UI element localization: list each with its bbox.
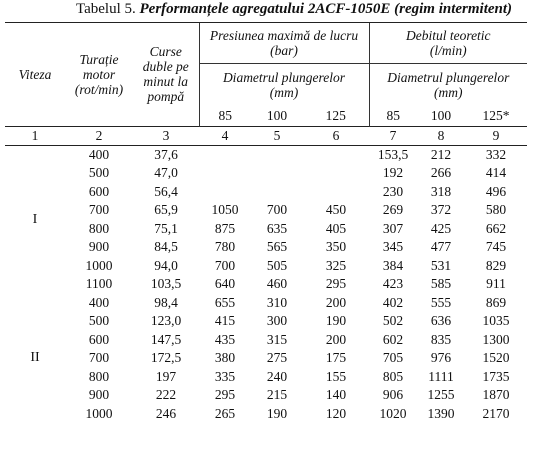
table-cell: 635 xyxy=(266,220,288,236)
table-cell: 372 xyxy=(430,202,452,218)
table-cell: 800 xyxy=(88,220,110,236)
table-cell: 56,4 xyxy=(154,183,178,199)
column-number: 4 xyxy=(199,126,251,145)
table-cell: 295 xyxy=(214,387,236,403)
table-cell: 155 xyxy=(325,368,347,384)
table-cell: 1035 xyxy=(482,313,510,329)
table-cell: 325 xyxy=(325,257,347,273)
table-cell: 700 xyxy=(88,202,110,218)
table-cell: 1020 xyxy=(379,405,407,421)
table-row xyxy=(5,257,527,276)
table-cell: 1111 xyxy=(428,368,454,384)
table-cell: 200 xyxy=(325,331,347,347)
table-cell xyxy=(251,164,303,183)
table-cell: 600 xyxy=(88,331,110,347)
table-cell: 269 xyxy=(382,202,404,218)
table-cell: 84,5 xyxy=(154,239,178,255)
table-cell: 662 xyxy=(485,220,507,236)
performance-table xyxy=(5,22,527,423)
flow-diameter-100: 100 xyxy=(430,107,452,123)
table-row xyxy=(5,164,527,183)
table-cell: 275 xyxy=(266,350,288,366)
table-cell: 1000 xyxy=(85,405,113,421)
table-cell: 2170 xyxy=(482,405,510,421)
table-cell: 500 xyxy=(88,165,110,181)
header-speed: Viteza xyxy=(5,23,65,127)
table-cell: 805 xyxy=(382,368,404,384)
table-cell: 1300 xyxy=(482,331,510,347)
table-cell: 636 xyxy=(430,313,452,329)
table-cell: 200 xyxy=(325,294,347,310)
table-cell: 98,4 xyxy=(154,294,178,310)
table-cell: 1100 xyxy=(85,276,113,292)
header-max-pressure-unit: (bar) xyxy=(270,43,298,58)
table-cell: 103,5 xyxy=(150,276,182,292)
table-cell: 906 xyxy=(382,387,404,403)
table-cell: 655 xyxy=(214,294,236,310)
column-number: 7 xyxy=(369,126,417,145)
table-cell: 911 xyxy=(486,276,506,292)
header-flow-plunger-unit: (mm) xyxy=(434,85,463,100)
header-double-strokes: Curse duble pe minut la pompă xyxy=(133,23,199,127)
table-cell xyxy=(303,145,369,164)
table-cell: 531 xyxy=(430,257,452,273)
table-cell: 425 xyxy=(430,220,452,236)
table-cell: 75,1 xyxy=(154,220,178,236)
table-cell: 700 xyxy=(266,202,288,218)
table-cell: 172,5 xyxy=(150,350,182,366)
header-motor-rpm: Turație motor (rot/min) xyxy=(65,23,133,127)
table-cell: 345 xyxy=(382,239,404,255)
table-cell: 246 xyxy=(155,405,177,421)
table-cell: 500 xyxy=(88,313,110,329)
table-cell: 580 xyxy=(485,202,507,218)
header-theoretical-flow-label: Debitul teoretic xyxy=(405,28,491,43)
table-cell: 602 xyxy=(382,331,404,347)
pressure-diameter-100: 100 xyxy=(266,107,288,123)
table-cell xyxy=(251,145,303,164)
column-number: 2 xyxy=(65,126,133,145)
table-cell xyxy=(199,183,251,202)
table-cell: 295 xyxy=(325,276,347,292)
table-cell: 350 xyxy=(325,239,347,255)
table-cell: 300 xyxy=(266,313,288,329)
table-row xyxy=(5,275,527,294)
table-cell: 307 xyxy=(382,220,404,236)
table-cell: 900 xyxy=(88,239,110,255)
table-cell: 400 xyxy=(88,294,110,310)
table-row xyxy=(5,294,527,313)
column-number: 5 xyxy=(251,126,303,145)
table-cell: 47,0 xyxy=(154,165,178,181)
table-row xyxy=(5,405,527,424)
table-cell: 477 xyxy=(430,239,452,255)
table-cell: 705 xyxy=(382,350,404,366)
column-number: 3 xyxy=(133,126,199,145)
table-cell: 94,0 xyxy=(154,257,178,273)
column-number: 6 xyxy=(303,126,369,145)
table-row xyxy=(5,368,527,387)
table-row xyxy=(5,220,527,239)
column-number: 8 xyxy=(417,126,465,145)
table-cell xyxy=(303,183,369,202)
table-cell: 37,6 xyxy=(154,146,178,162)
table-cell: 230 xyxy=(382,183,404,199)
table-cell: 192 xyxy=(382,165,404,181)
column-number: 1 xyxy=(5,126,65,145)
table-cell: 190 xyxy=(325,313,347,329)
table-cell: 1050 xyxy=(211,202,239,218)
table-cell: 450 xyxy=(325,202,347,218)
table-cell: 332 xyxy=(485,146,507,162)
table-cell: 555 xyxy=(430,294,452,310)
table-cell: 266 xyxy=(430,165,452,181)
table-cell: 315 xyxy=(266,331,288,347)
table-cell xyxy=(199,164,251,183)
header-pressure-plunger-label: Diametrul plungerelor xyxy=(222,70,346,85)
table-cell: 405 xyxy=(325,220,347,236)
table-cell: 829 xyxy=(485,257,507,273)
table-cell: 140 xyxy=(325,387,347,403)
table-cell: 780 xyxy=(214,239,236,255)
table-cell: 147,5 xyxy=(150,331,182,347)
header-pressure-plunger-unit: (mm) xyxy=(269,85,299,100)
table-row xyxy=(5,312,527,331)
table-cell: 460 xyxy=(266,276,288,292)
header-max-pressure xyxy=(199,23,369,64)
pressure-diameter-125: 125 xyxy=(325,107,346,123)
table-cell xyxy=(251,183,303,202)
table-cell: 1870 xyxy=(482,387,510,403)
table-cell: 415 xyxy=(214,313,236,329)
table-cell: 384 xyxy=(382,257,404,273)
flow-diameter-85: 85 xyxy=(369,106,417,126)
table-cell: 175 xyxy=(325,350,347,366)
table-cell: 640 xyxy=(214,276,236,292)
table-row xyxy=(5,201,527,220)
table-cell: 502 xyxy=(382,313,404,329)
table-cell: 435 xyxy=(214,331,236,347)
table-cell: 585 xyxy=(430,276,452,292)
table-row xyxy=(5,386,527,405)
table-row xyxy=(5,331,527,350)
table-cell: 565 xyxy=(266,239,288,255)
table-cell: 222 xyxy=(155,387,177,403)
caption-title: Performanțele agregatului 2ACF-1050E (regim intermitent) xyxy=(139,1,513,17)
table-cell: 496 xyxy=(485,183,507,199)
table-cell: 380 xyxy=(214,350,236,366)
table-cell: 1255 xyxy=(427,387,455,403)
table-cell: 265 xyxy=(214,405,236,421)
table-cell: 400 xyxy=(88,146,110,162)
table-cell: 212 xyxy=(430,146,452,162)
table-cell: 197 xyxy=(155,368,177,384)
table-cell: 835 xyxy=(430,331,452,347)
table-row xyxy=(5,183,527,202)
table-cell: 402 xyxy=(382,294,404,310)
table-cell: 120 xyxy=(325,405,347,421)
table-row xyxy=(5,145,527,164)
header-theoretical-flow xyxy=(369,23,527,64)
table-cell: 190 xyxy=(266,405,288,421)
header-theoretical-flow-unit: (l/min) xyxy=(429,43,467,58)
table-cell: 745 xyxy=(485,239,507,255)
header-flow-plunger-diameter xyxy=(369,64,527,107)
table-cell: 800 xyxy=(88,368,110,384)
table-cell: 335 xyxy=(214,368,236,384)
header-max-pressure-label: Presiunea maximă de lucru xyxy=(209,28,359,43)
table-cell: 1520 xyxy=(482,350,510,366)
table-cell: 976 xyxy=(430,350,452,366)
flow-diameter-125: 125* xyxy=(482,107,510,123)
table-cell: 240 xyxy=(266,368,288,384)
table-cell: 318 xyxy=(430,183,452,199)
table-cell: 65,9 xyxy=(154,202,178,218)
table-caption xyxy=(76,1,512,18)
table-cell: 123,0 xyxy=(150,313,182,329)
table-cell: 700 xyxy=(88,350,110,366)
table-cell: 215 xyxy=(266,387,288,403)
table-cell: 875 xyxy=(214,220,236,236)
speed-cell: II xyxy=(30,350,40,366)
table-cell: 1390 xyxy=(427,405,455,421)
caption-prefix: Tabelul 5. xyxy=(76,1,136,17)
table-cell: 1735 xyxy=(482,368,510,384)
table-cell: 700 xyxy=(214,257,236,273)
table-cell xyxy=(303,164,369,183)
table-body xyxy=(5,145,527,423)
table-cell: 310 xyxy=(266,294,288,310)
table-row xyxy=(5,238,527,257)
table-cell xyxy=(199,145,251,164)
speed-cell: I xyxy=(32,211,38,227)
table-cell: 1000 xyxy=(85,257,113,273)
table-cell: 900 xyxy=(88,387,110,403)
table-cell: 505 xyxy=(266,257,288,273)
table-cell: 869 xyxy=(485,294,507,310)
table-cell: 153,5 xyxy=(377,146,409,162)
table-row xyxy=(5,349,527,368)
table-cell: 423 xyxy=(382,276,404,292)
column-number: 9 xyxy=(465,126,527,145)
pressure-diameter-85: 85 xyxy=(199,106,251,126)
header-flow-plunger-label: Diametrul plungerelor xyxy=(387,70,510,85)
table-cell: 414 xyxy=(485,165,507,181)
table-cell: 600 xyxy=(88,183,110,199)
header-pressure-plunger-diameter xyxy=(199,64,369,107)
